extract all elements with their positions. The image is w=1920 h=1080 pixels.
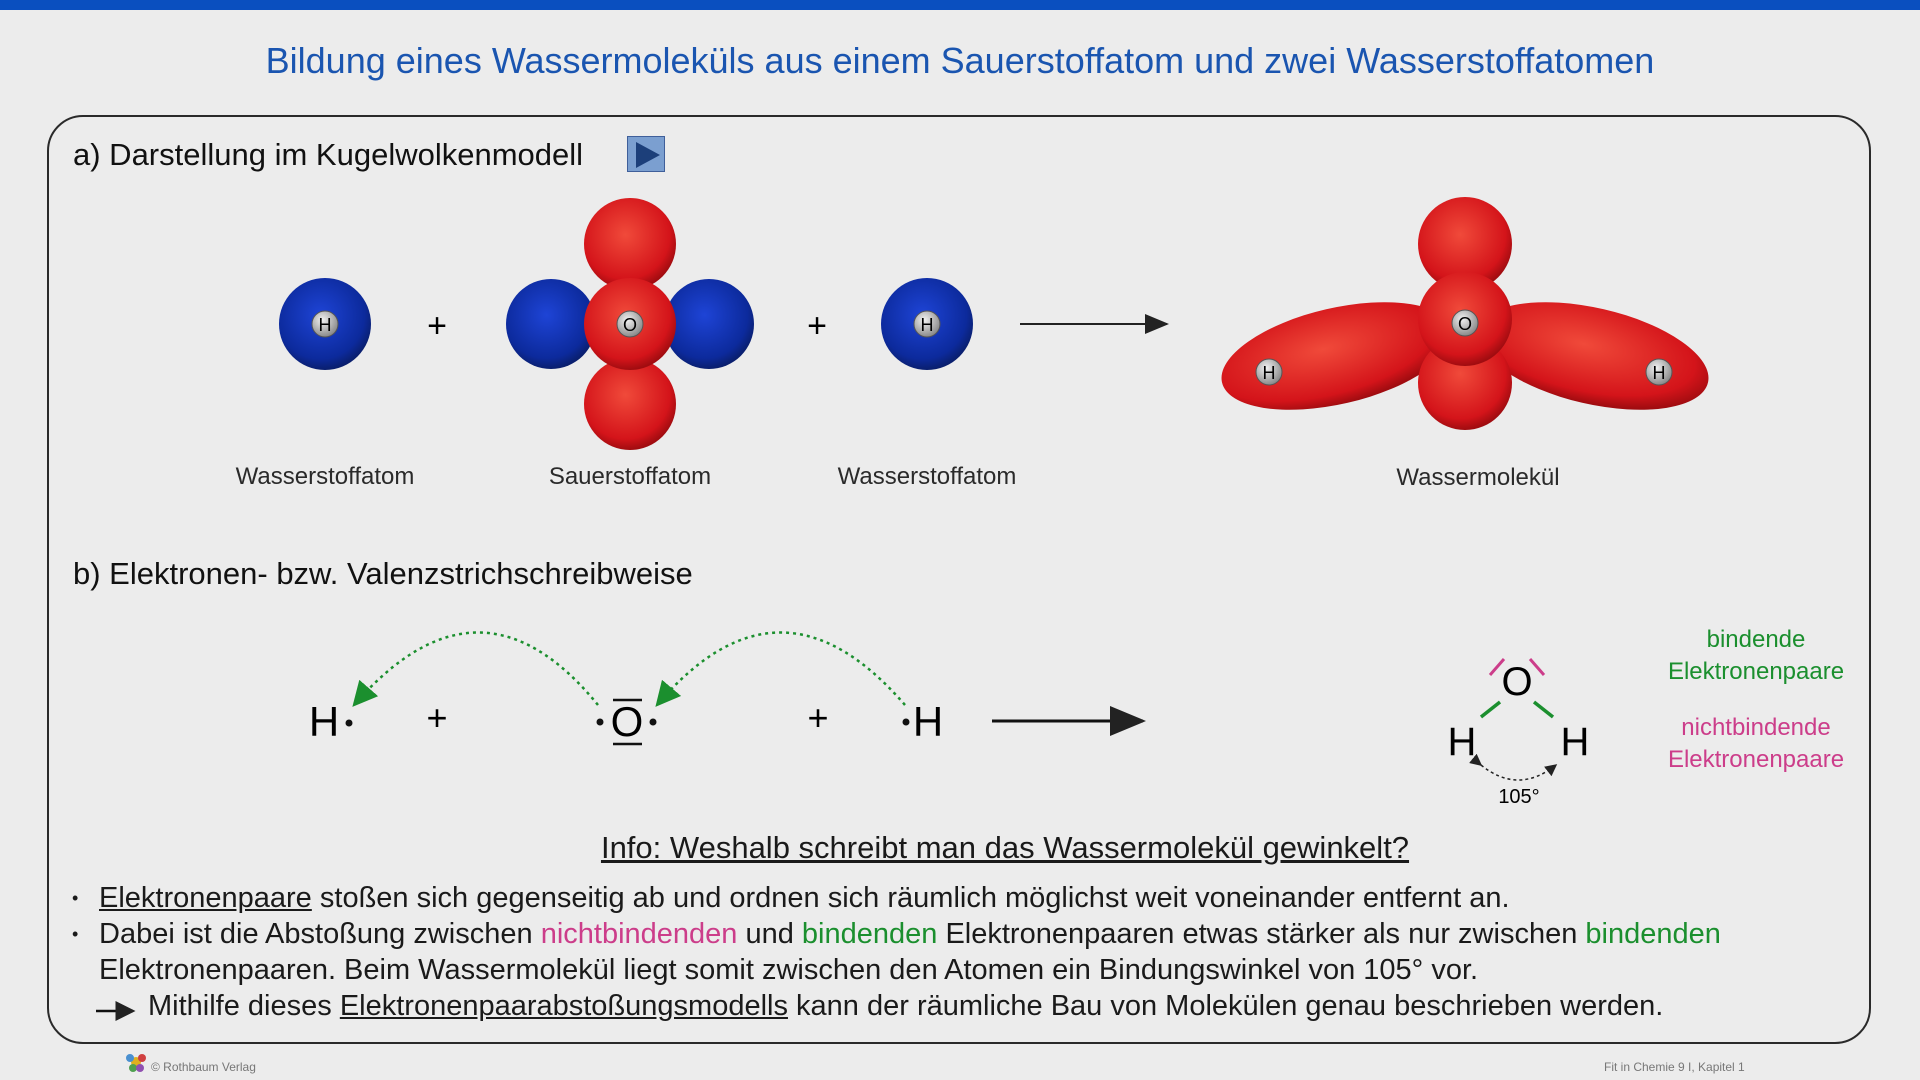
plus-sign: +	[426, 697, 448, 738]
term-bonding: bindenden	[801, 918, 938, 950]
plus-sign: +	[807, 697, 829, 738]
legend-nonbonding-line1: nichtbindende	[1681, 714, 1831, 741]
publisher-credit: © Rothbaum Verlag	[151, 1060, 256, 1074]
oxygen-symbol: O	[622, 315, 638, 335]
term-nonbonding: nichtbindenden	[540, 918, 738, 950]
electron-transfer-arrow	[657, 633, 905, 706]
conclusion-text-b: kann der räumliche Bau von Molekülen genau beschrieben werden.	[787, 990, 1664, 1022]
hydrogen-symbol: H	[1560, 720, 1590, 764]
book-reference: Fit in Chemie 9 I, Kapitel 1	[1604, 1060, 1745, 1074]
label-hydrogen-atom-2: Wasserstoffatom	[837, 463, 1017, 490]
hydrogen-symbol: H	[1262, 363, 1276, 383]
hydrogen-symbol: H	[318, 315, 332, 335]
bullet-1	[72, 880, 1872, 916]
bullet-1-text: stoßen sich gegenseitig ab und ordnen sich räumlich möglichst weit voneinander entfernt an.	[311, 882, 1510, 914]
label-water-molecule: Wassermolekül	[1396, 464, 1560, 491]
hydrogen-symbol: H	[308, 698, 340, 745]
legend-bonding-line1: bindende	[1706, 626, 1806, 653]
electron-transfer-arrow	[354, 633, 598, 706]
page-title: Bildung eines Wassermoleküls aus einem Sauerstoffatom und zwei Wasserstoffatomen	[265, 40, 1655, 81]
hydrogen-symbol: H	[1447, 720, 1477, 764]
hydrogen-symbol: H	[920, 315, 934, 335]
bond-angle-arc	[1481, 765, 1556, 780]
label-oxygen-atom: Sauerstoffatom	[548, 463, 712, 490]
hydrogen-atom-2	[881, 278, 973, 370]
oxygen-atom	[506, 198, 754, 450]
term-electron-pairs: Elektronenpaare	[99, 882, 312, 914]
section-b-heading: b) Elektronen- bzw. Valenzstrichschreibweise	[73, 556, 693, 591]
water-valence-structure	[1448, 659, 1590, 808]
hydrogen-atom-1	[279, 278, 371, 370]
oxygen-symbol: O	[1457, 314, 1473, 334]
section-a-heading: a) Darstellung im Kugelwolkenmodell	[73, 137, 584, 172]
bullet-2-continuation: Elektronenpaaren. Beim Wassermolekül liegt somit zwischen den Atomen ein Bindungswinkel von 105° vor.	[99, 954, 1479, 986]
legend-bonding	[1636, 624, 1876, 688]
bullet-2-text-c: Elektronenpaaren etwas stärker als nur zwischen	[937, 918, 1586, 950]
legend-bonding-line2: Elektronenpaare	[1667, 658, 1845, 685]
plus-sign: +	[807, 307, 827, 345]
oxygen-symbol: O	[610, 698, 644, 745]
legend-nonbonding	[1636, 712, 1876, 776]
oxygen-symbol: O	[1501, 660, 1533, 704]
bullet-dot: •	[72, 924, 79, 944]
bullet-dot: •	[72, 888, 79, 908]
hydrogen-symbol: H	[1652, 363, 1666, 383]
bond-angle-label: 105°	[1498, 786, 1540, 808]
publisher-logo-icon	[126, 1054, 146, 1072]
water-molecule	[1211, 197, 1719, 430]
info-bullets	[72, 880, 1872, 1024]
label-hydrogen-atom-1: Wasserstoffatom	[235, 463, 415, 490]
hydrogen-symbol: H	[912, 698, 944, 745]
electron-formula	[309, 633, 1143, 746]
legend-nonbonding-line2: Elektronenpaare	[1667, 746, 1845, 773]
bullet-2-text-a: Dabei ist die Abstoßung zwischen	[99, 918, 541, 950]
bullet-2	[72, 916, 1872, 952]
conclusion-line	[72, 988, 1872, 1024]
plus-sign: +	[427, 307, 447, 345]
term-bonding: bindenden	[1585, 918, 1721, 950]
conclusion-text-a: Mithilfe dieses	[148, 990, 340, 1022]
term-vsepr-model: Elektronenpaarabstoßungsmodells	[339, 990, 788, 1022]
info-heading: Info: Weshalb schreibt man das Wassermolekül gewinkelt?	[600, 830, 1410, 865]
bullet-2-text-b: und	[737, 918, 802, 950]
